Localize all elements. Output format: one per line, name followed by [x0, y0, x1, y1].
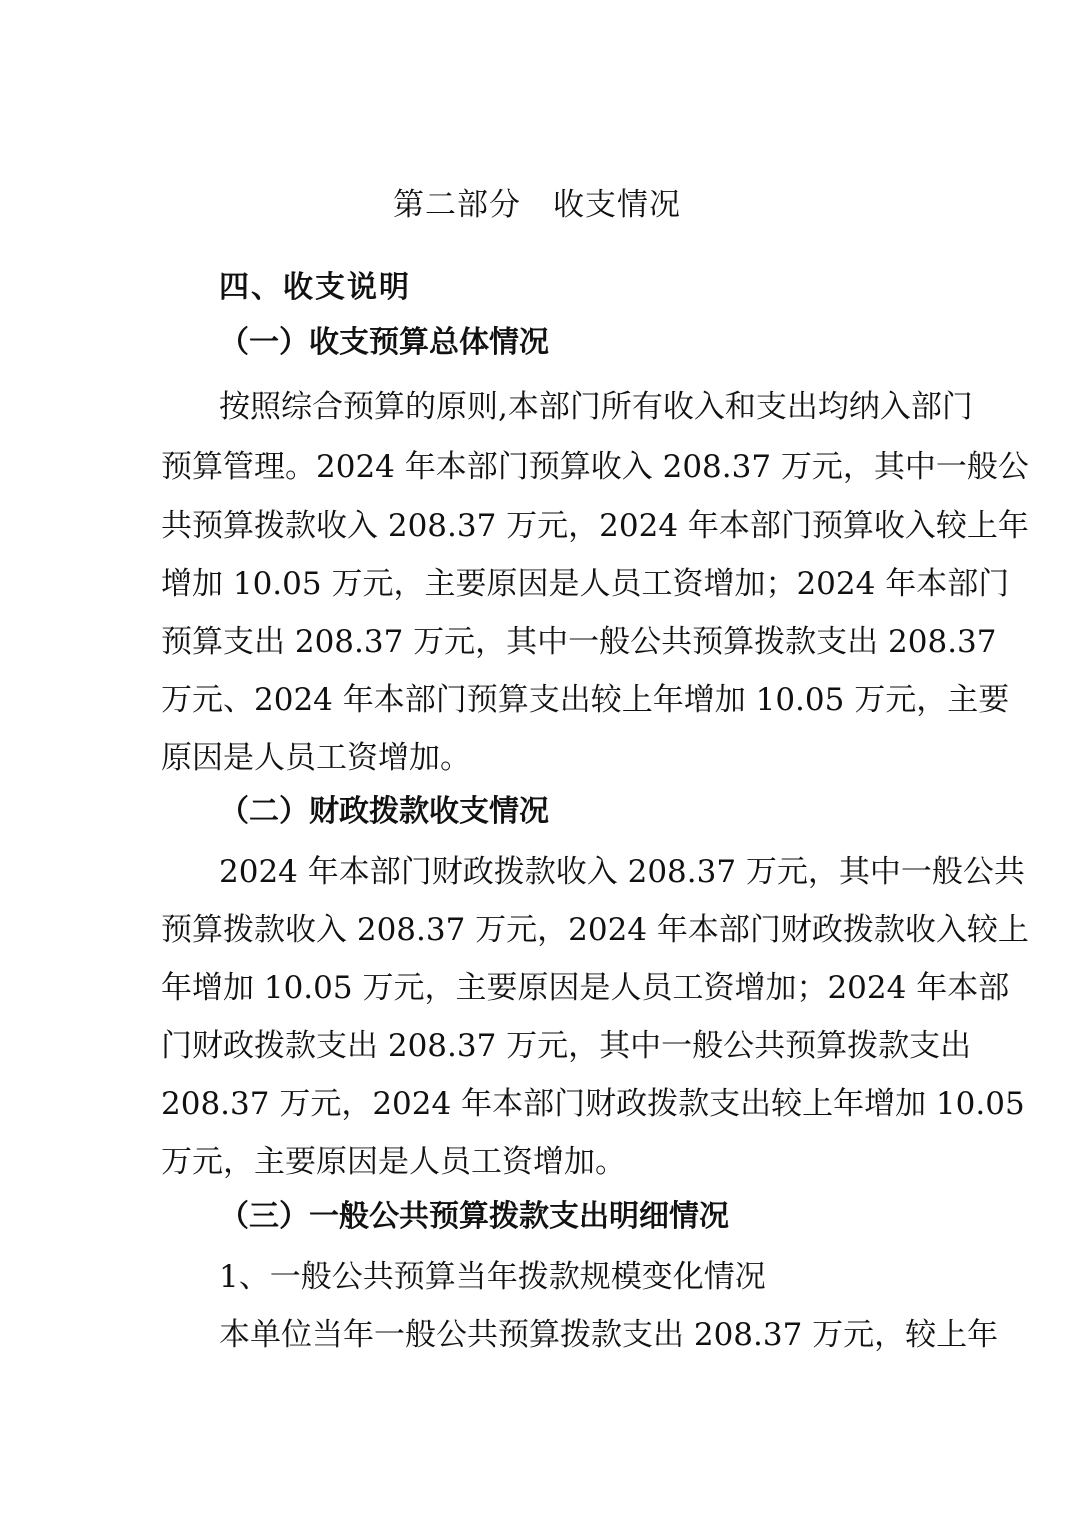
- paragraph-line: 预算支出 208.37 万元，其中一般公共预算拨款支出 208.37: [161, 624, 997, 660]
- paragraph-line: 万元，主要原因是人员工资增加。: [161, 1144, 626, 1180]
- section-heading: 四、收支说明: [219, 270, 411, 305]
- subsection-heading-1: （一）收支预算总体情况: [219, 325, 549, 360]
- paragraph-line: 208.37 万元，2024 年本部门财政拨款支出较上年增加 10.05: [161, 1086, 1025, 1122]
- paragraph-line: 预算拨款收入 208.37 万元，2024 年本部门财政拨款收入较上: [161, 912, 1029, 948]
- item-heading-1: 1、一般公共预算当年拨款规模变化情况: [219, 1259, 766, 1295]
- subsection-heading-2: （二）财政拨款收支情况: [219, 794, 549, 829]
- paragraph-line: 年增加 10.05 万元，主要原因是人员工资增加；2024 年本部: [161, 970, 1010, 1006]
- paragraph-line: 本单位当年一般公共预算拨款支出 208.37 万元，较上年: [219, 1317, 999, 1353]
- page-title: 第二部分 收支情况: [393, 187, 681, 223]
- subsection-heading-3: （三）一般公共预算拨款支出明细情况: [219, 1199, 729, 1234]
- paragraph-line: 万元、2024 年本部门预算支出较上年增加 10.05 万元，主要: [161, 682, 1010, 718]
- paragraph-line: 共预算拨款收入 208.37 万元，2024 年本部门预算收入较上年: [161, 508, 1029, 544]
- paragraph-line: 增加 10.05 万元，主要原因是人员工资增加；2024 年本部门: [161, 566, 1010, 602]
- paragraph-line: 2024 年本部门财政拨款收入 208.37 万元，其中一般公共: [219, 854, 1025, 890]
- paragraph-line: 门财政拨款支出 208.37 万元，其中一般公共预算拨款支出: [161, 1028, 972, 1064]
- paragraph-line: 按照综合预算的原则,本部门所有收入和支出均纳入部门: [219, 389, 973, 425]
- paragraph-line: 预算管理。2024 年本部门预算收入 208.37 万元，其中一般公: [161, 449, 1029, 485]
- paragraph-line: 原因是人员工资增加。: [161, 740, 471, 776]
